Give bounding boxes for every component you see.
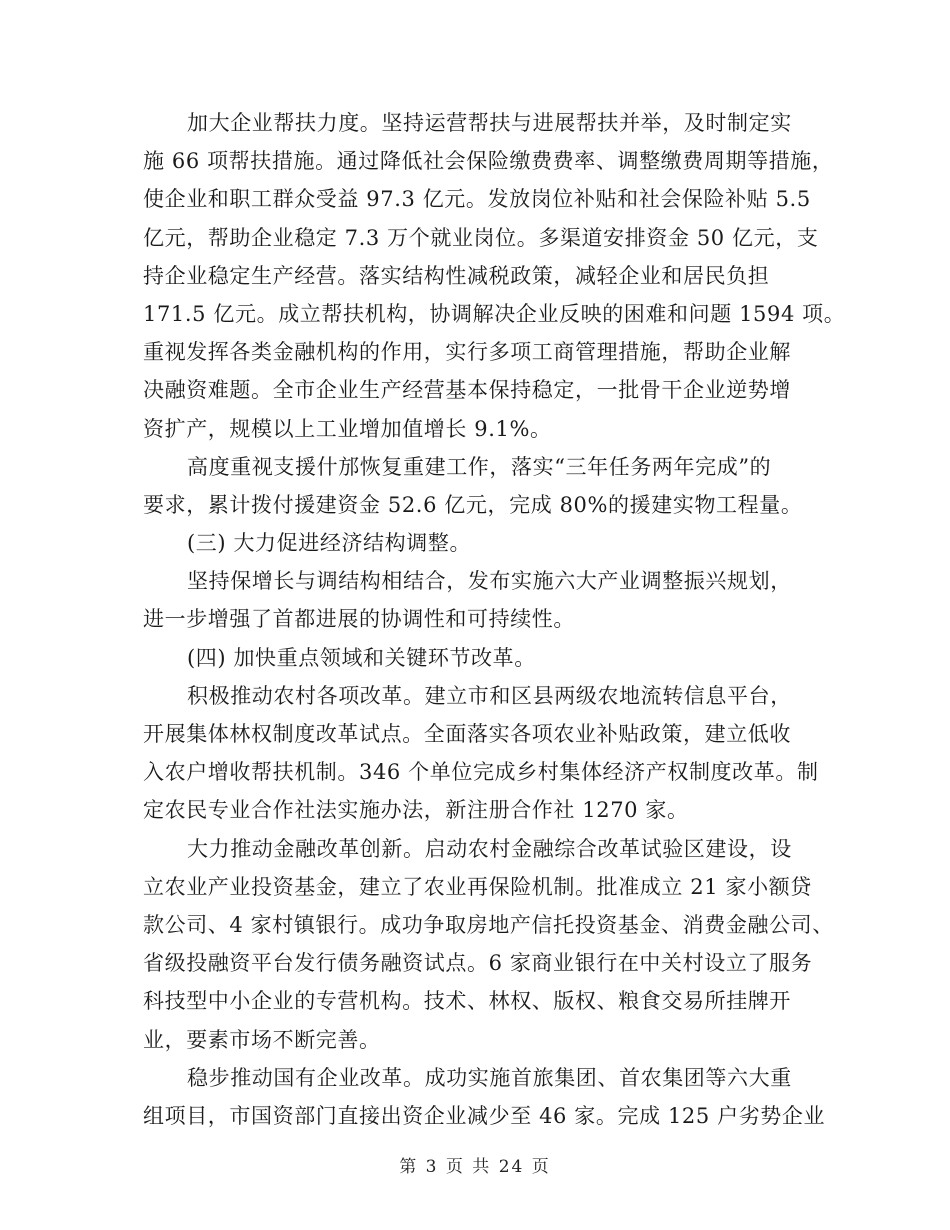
text-line: 积极推动农村各项改革。建立市和区县两级农地流转信息平台，: [187, 683, 792, 708]
text-line: 大力推动金融改革创新。启动农村金融综合改革试验区建设，设: [187, 836, 792, 861]
text-line: 要求，累计拨付援建资金 52.6 亿元，完成 80%的援建实物工程量。: [143, 492, 803, 517]
text-line: 业，要素市场不断完善。: [143, 1027, 381, 1052]
text-line: 亿元，帮助企业稳定 7.3 万个就业岗位。多渠道安排资金 50 亿元，支: [143, 225, 819, 250]
text-line: 组项目，市国资部门直接出资企业减少至 46 家。完成 125 户劣势企业: [143, 1103, 826, 1128]
text-line: 定农民专业合作社法实施办法，新注册合作社 1270 家。: [143, 798, 689, 823]
text-line: 决融资难题。全市企业生产经营基本保持稳定，一批骨干企业逆势增: [143, 378, 791, 403]
text-line: 入农户增收帮扶机制。346 个单位完成乡村集体经济产权制度改革。制: [143, 760, 819, 785]
text-line: 加大企业帮扶力度。坚持运营帮扶与进展帮扶并举，及时制定实: [187, 111, 792, 135]
text-line: 科技型中小企业的专营机构。技术、林权、版权、粮食交易所挂牌开: [143, 989, 791, 1014]
text-line: 款公司、4 家村镇银行。成功争取房地产信托投资基金、消费金融公司、: [143, 912, 834, 937]
text-line: 施 66 项帮扶措施。通过降低社会保险缴费费率、调整缴费周期等措施，: [143, 149, 834, 174]
text-line: 稳步推动国有企业改革。成功实施首旅集团、首农集团等六大重: [187, 1065, 792, 1090]
text-line: 进一步增强了首都进展的协调性和可持续性。: [143, 607, 575, 632]
text-line: 省级投融资平台发行债务融资试点。6 家商业银行在中关村设立了服务: [143, 951, 813, 976]
text-line: 坚持保增长与调结构相结合，发布实施六大产业调整振兴规划，: [187, 569, 792, 594]
text-line: 持企业稳定生产经营。落实结构性减税政策，减轻企业和居民负担: [143, 263, 770, 288]
text-line: 重视发挥各类金融机构的作用，实行多项工商管理措施，帮助企业解: [143, 340, 791, 365]
text-line: 立农业产业投资基金，建立了农业再保险机制。批准成立 21 家小额贷: [143, 874, 812, 899]
body-text: [143, 104, 846, 1135]
text-line: 资扩产，规模以上工业增加值增长 9.1%。: [143, 416, 552, 441]
section-heading: (三) 大力促进经济结构调整。: [187, 531, 472, 556]
section-heading: (四) 加快重点领域和关键环节改革。: [187, 645, 536, 670]
text-line: 开展集体林权制度改革试点。全面落实各项农业补贴政策，建立低收: [143, 722, 791, 746]
text-line: 使企业和职工群众受益 97.3 亿元。发放岗位补贴和社会保险补贴 5.5: [143, 187, 811, 212]
text-line: 171.5 亿元。成立帮扶机构，协调解决企业反映的困难和问题 1594 项。: [143, 301, 846, 326]
text-line: 高度重视支援什邡恢复重建工作，落实“三年任务两年完成”的: [187, 454, 772, 479]
page-number-footer: 第 3 页 共 24 页: [399, 1157, 551, 1177]
